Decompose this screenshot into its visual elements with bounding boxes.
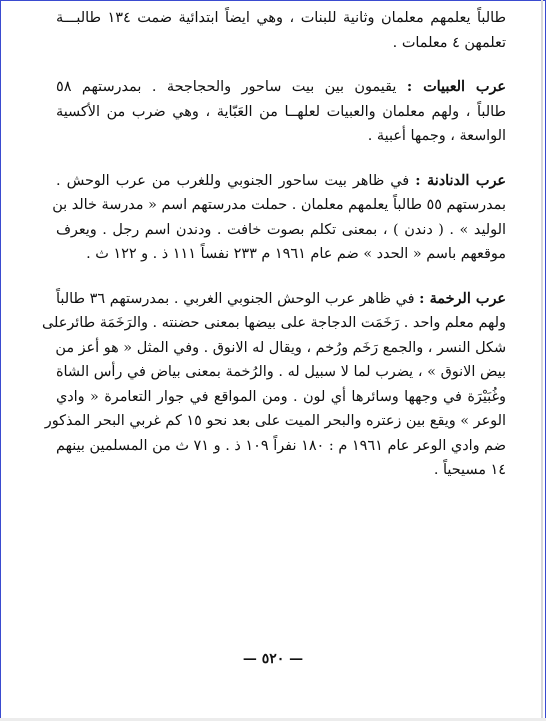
page-body <box>42 6 506 503</box>
text-line: ١٤ مسيحياً . <box>433 462 506 478</box>
paragraph-arab-al-rakhama <box>42 287 506 483</box>
text-line: الوعر » ويقع بين زعتره والبحر الميت على بعد نحو ١٥ كم غربي البحر المذكور <box>44 413 506 429</box>
entry-heading: عرب الدنادنة : <box>415 171 506 189</box>
text-line: طالباً ، ولهم معلمان والعبيات لعلهــا من العَبّاية ، وهي ضرب من الأكسية <box>56 103 506 120</box>
text-line: الوليد » . ( دندن ) ، بمعنى تكلم بصوت خافت . ودندن اسم رجل . ويعرف <box>56 221 506 238</box>
text-line <box>56 287 506 312</box>
text-line: الواسعة ، وجمها أعبية . <box>367 128 506 144</box>
paragraph-arab-al-danadina <box>52 169 506 267</box>
text-line: تعلمهن ٤ معلمات . <box>392 34 506 51</box>
page-number: — ٥٢٠ — <box>242 651 304 667</box>
text-line: شكل النسر ، والجمع رَخَم ورُخم ، ويقال له الانوق . وفي المثل « هو أعز من <box>55 339 506 356</box>
text-line <box>56 169 506 194</box>
text-line: ولهم معلم واحد . رَخَمَت الدجاجة على بيضها بمعنى حضنته . والرَخَمَة طائرعلى <box>42 315 506 331</box>
text-line <box>56 75 506 100</box>
paragraph-girls-school <box>56 6 506 55</box>
text-line: بمدرستهم ٥٥ طالباً يعلمهم معلمان . حملت مدرستهم اسم « مدرسة خالد بن <box>52 197 506 213</box>
text-line: طالباً يعلمهم معلمان وثانية للبنات ، وهي ايضاً ابتدائية ضمت ١٣٤ طالبـــة <box>56 10 506 26</box>
text-line: بيض الانوق » ، يضرب لما لا سبيل له . والرُخمة بمعنى بياض في رأس الشاة <box>56 364 506 380</box>
text-line: موقعهم باسم « الحدد » ضم عام ١٩٦١ م ٢٣٣ نفساً ١١١ ذ . و ١٢٢ ث . <box>86 246 506 262</box>
scan-edge-right <box>541 0 543 721</box>
text-line-content: في ظاهر عرب الوحش الجنوبي الغربي . بمدرستهم ٣٦ طالباً <box>56 290 420 307</box>
paragraph-arab-al-ubayyat <box>56 75 506 149</box>
text-line-content: في ظاهر بيت ساحور الجنوبي وللغرب من عرب الوحش . <box>56 172 416 189</box>
text-line: ضم وادي الوعر عام ١٩٦١ م : ١٨٠ نفراً ١٠٩ ذ . و ٧١ ث من المسلمين بينهم <box>56 437 506 454</box>
text-line-content: يقيمون بين بيت ساحور والحجاجحة . بمدرستهم ٥٨ <box>56 79 407 95</box>
entry-heading: عرب العبيات : <box>406 78 506 95</box>
entry-heading: عرب الرخمة : <box>419 289 506 307</box>
text-line: وغُبَيْرَة في وجهها وسائرها أي لون . ومن المواقع في جوار التعامرة « وادي <box>56 388 506 405</box>
